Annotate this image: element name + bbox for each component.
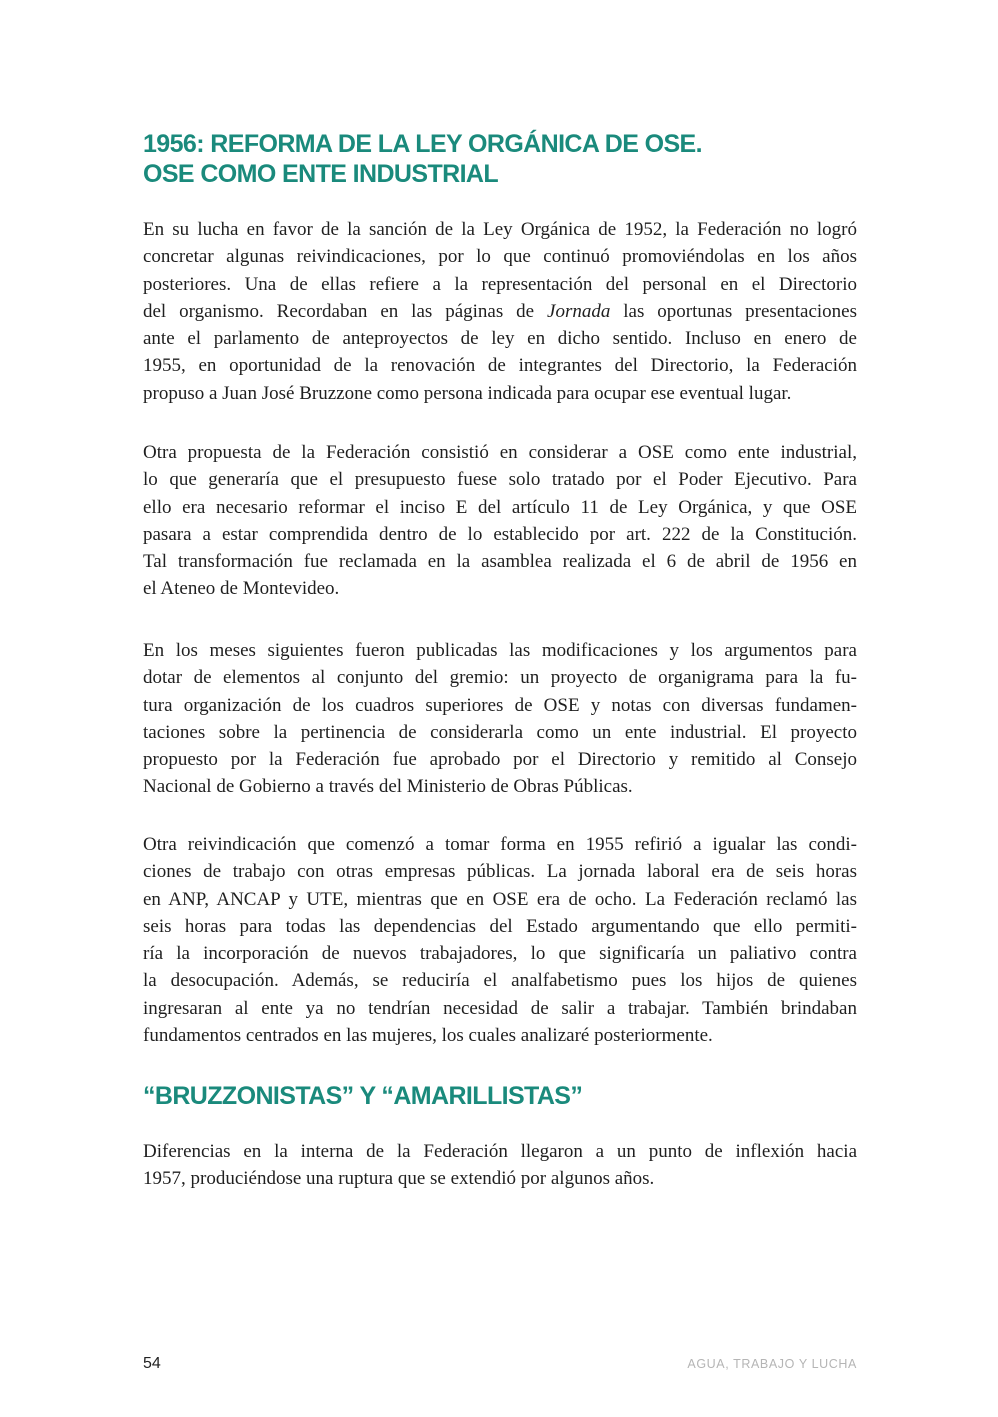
text-line: seis horas para todas las dependencias del Estado argumentando que ello permiti- (143, 915, 857, 937)
text-line: En los meses siguientes fueron publicadas las modificaciones y los argumentos para (143, 640, 857, 661)
heading-line: “BRUZZONISTAS” Y “AMARILLISTAS” (143, 1082, 583, 1110)
text-line: ría la incorporación de nuevos trabajadores, lo que significaría un paliativo contra (143, 943, 857, 965)
heading-line: OSE COMO ENTE INDUSTRIAL (143, 160, 499, 188)
text-line: Diferencias en la interna de la Federación llegaron a un punto de inflexión hacia (143, 1141, 857, 1162)
paragraph-seis-horas (143, 831, 857, 1049)
text-line: Otra propuesta de la Federación consistió en considerar a OSE como ente industrial, (143, 442, 857, 463)
running-title: AGUA, TRABAJO Y LUCHA (687, 1357, 857, 1371)
text-line: tura organización de los cuadros superiores de OSE y notas con diversas fundamen- (143, 694, 857, 716)
text-line: lo que generaría que el presupuesto fuese solo tratado por el Poder Ejecutivo. Para (143, 469, 857, 491)
text-line: ello era necesario reformar el inciso E del artículo 11 de Ley Orgánica, y que OSE (143, 496, 857, 518)
text-line: la desocupación. Además, se reduciría el analfabetismo pues los hijos de quienes (143, 970, 857, 992)
text-line: propuesto por la Federación fue aprobado por el Directorio y remitido al Consejo (143, 749, 857, 771)
text-line: 1955, en oportunidad de la renovación de integrantes del Directorio, la Federación (143, 355, 857, 377)
text-line: ingresaran al ente ya no tendrían necesidad de salir a trabajar. También brindaban (143, 997, 857, 1019)
text-line: fundamentos centrados en las mujeres, los cuales analizaré posteriormente. (143, 1025, 713, 1047)
text-line: ciones de trabajo con otras empresas públicas. La jornada laboral era de seis horas (143, 861, 857, 883)
text-line: propuso a Juan José Bruzzone como persona indicada para ocupar ese eventual lugar. (143, 382, 792, 404)
text-line: dotar de elementos al conjunto del gremio: un proyecto de organigrama para la fu- (143, 667, 857, 689)
text-line: 1957, produciéndose una ruptura que se extendió por algunos años. (143, 1168, 655, 1190)
paragraph-ruptura (143, 1138, 857, 1193)
section-heading-bruzzonistas (143, 1081, 582, 1111)
text-line: En su lucha en favor de la sanción de la Ley Orgánica de 1952, la Federación no logró (143, 219, 857, 240)
text-line: posteriores. Una de ellas refiere a la representación del personal en el Directorio (143, 273, 857, 295)
section-heading-ley-organica (143, 129, 702, 189)
page-number: 54 (143, 1355, 161, 1372)
paragraph-representacion (143, 216, 857, 407)
text-line: Nacional de Gobierno a través del Ministerio de Obras Públicas. (143, 776, 633, 798)
text-line-with-jornada: del organismo. Recordaban en las páginas de Jornada las oportunas presentaciones (143, 300, 857, 322)
text-line: ante el parlamento de anteproyectos de ley en dicho sentido. Incluso en enero de (143, 328, 857, 350)
text-line: Tal transformación fue reclamada en la asamblea realizada el 6 de abril de 1956 en (143, 551, 857, 573)
paragraph-ente-industrial (143, 439, 857, 603)
heading-line: 1956: REFORMA DE LA LEY ORGÁNICA DE OSE. (143, 130, 702, 158)
text-line: concretar algunas reivindicaciones, por lo que continuó promoviéndolas en los años (143, 246, 857, 268)
paragraph-organigrama (143, 637, 857, 801)
text-line: pasara a estar comprendida dentro de lo establecido por art. 222 de la Constitución. (143, 523, 857, 545)
jornada-publication-title: Jornada (547, 300, 611, 322)
text-line: Otra reivindicación que comenzó a tomar forma en 1955 refirió a igualar las condi- (143, 834, 857, 855)
text-line: el Ateneo de Montevideo. (143, 578, 340, 600)
text-line: taciones sobre la pertinencia de considerarla como un ente industrial. El proyecto (143, 721, 857, 743)
text-line: en ANP, ANCAP y UTE, mientras que en OSE era de ocho. La Federación reclamó las (143, 888, 857, 910)
